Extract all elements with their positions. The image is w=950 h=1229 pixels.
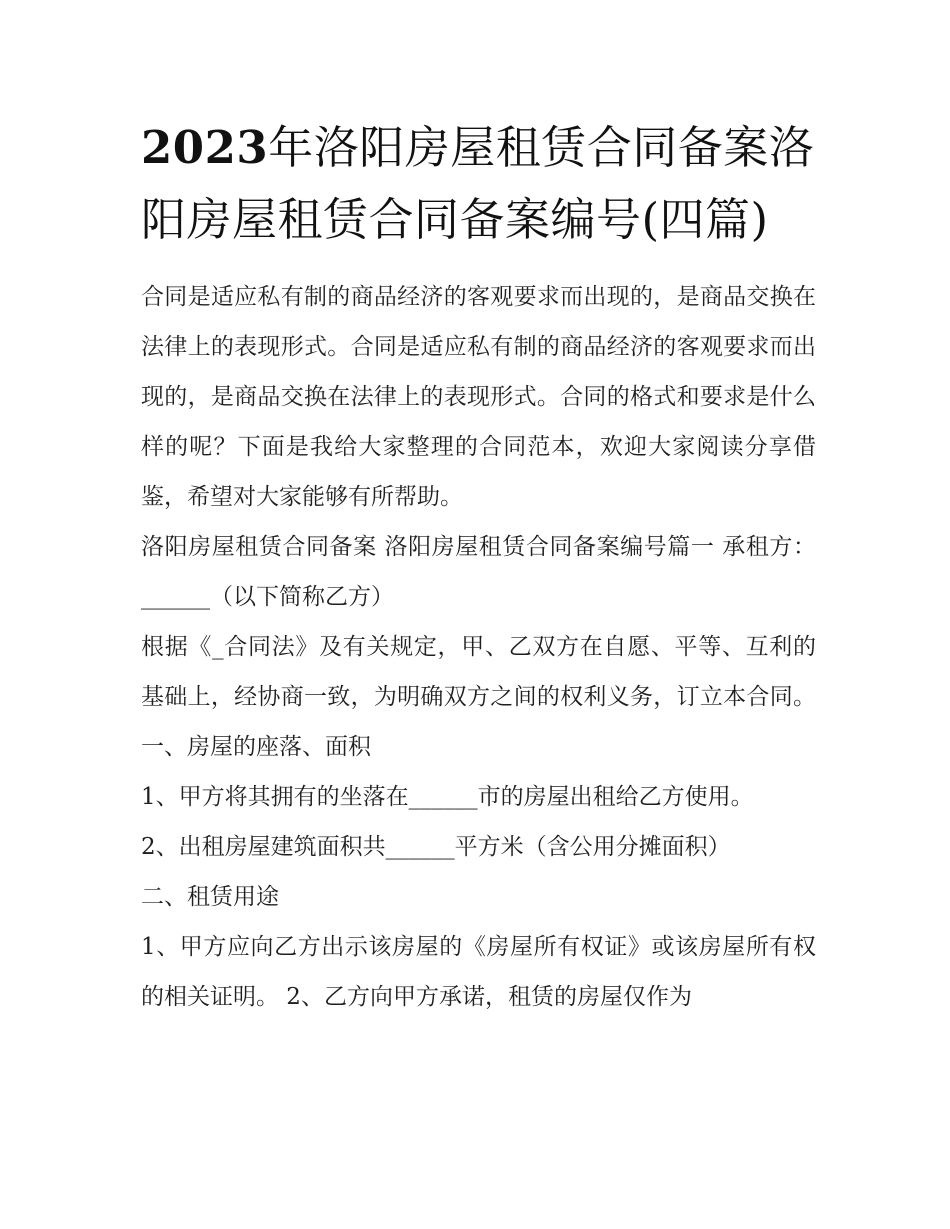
clause-1-2: 2、出租房屋建筑面积共______平方米（含公用分摊面积） [141,834,731,860]
clause-1-1: 1、甲方将其拥有的坐落在______市的房屋出租给乙方使用。 [141,784,754,810]
title-text: 年洛阳房屋租赁合同备案洛阳房屋租赁合同备案编号(四篇) [141,121,815,246]
document-page [141,112,816,1022]
document-body [141,272,816,1022]
section-2-heading: 二、租赁用途 [141,884,279,910]
clause-2-1: 1、甲方应向乙方出示该房屋的《房屋所有权证》或该房屋所有权的相关证明。 2、乙方向甲方承诺，租赁的房屋仅作为 [141,934,816,1010]
document-title [141,112,816,256]
basis-paragraph: 根据《_合同法》及有关规定，甲、乙双方在自愿、平等、互利的基础上，经协商一致，为明确双方之间的权利义务，订立本合同。 一、房屋的座落、面积 [141,634,816,760]
title-year: 2023 [141,121,269,174]
intro-paragraph: 合同是适应私有制的商品经济的客观要求而出现的，是商品交换在法律上的表现形式。合同是适应私有制的商品经济的客观要求而出现的，是商品交换在法律上的表现形式。合同的格式和要求是什么样的呢？下面是我给大家整理的合同范本，欢迎大家阅读分享借鉴，希望对大家能够有所帮助。 [141,284,816,510]
contract-heading-paragraph: 洛阳房屋租赁合同备案 洛阳房屋租赁合同备案编号篇一 承租方：______（以下简称乙方） [141,534,816,610]
